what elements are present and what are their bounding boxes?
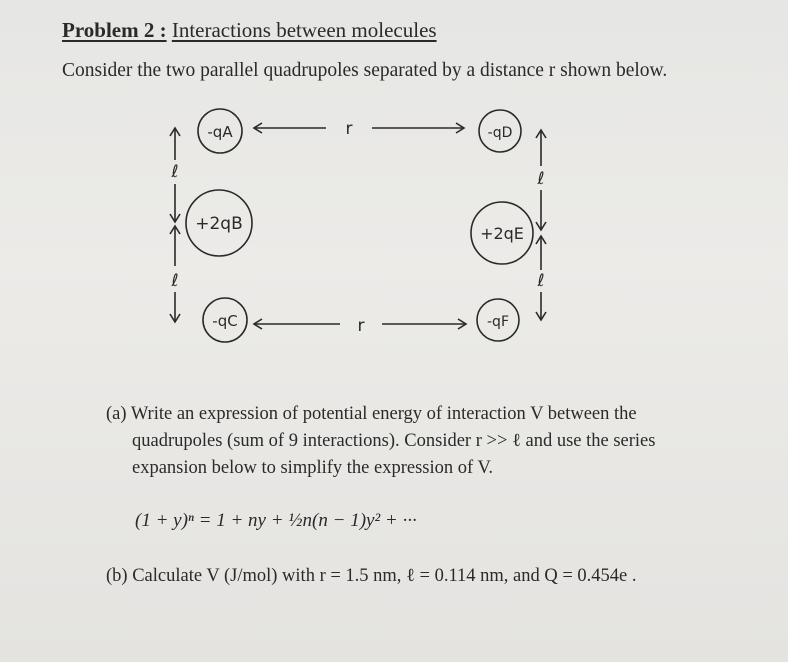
r-label-bottom: r	[357, 316, 365, 336]
charge-label-b: +2qB	[195, 214, 243, 234]
charge-label-e: +2qE	[480, 224, 524, 243]
part-a-line-2: quadrupoles (sum of 9 interactions). Consider r >> ℓ and use the series	[132, 431, 656, 451]
part-a-line-3: expansion below to simplify the expression of V.	[132, 458, 494, 478]
l-label-left-bottom: ℓ	[171, 271, 179, 291]
problem-topic: Interactions between molecules	[171, 18, 437, 42]
charge-label-f: -qF	[487, 314, 509, 330]
part-a	[106, 401, 655, 482]
l-label-left-top: ℓ	[171, 162, 179, 182]
l-label-right-top: ℓ	[537, 169, 545, 189]
series-expansion: (1 + y)ⁿ = 1 + ny + ½n(n − 1)y² + ···	[135, 510, 417, 531]
part-a-line-1: (a) Write an expression of potential energy of interaction V between the	[106, 404, 637, 424]
charge-label-a: -qA	[207, 123, 233, 141]
charge-label-d: -qD	[487, 125, 513, 141]
charge-label-c: -qC	[212, 312, 238, 330]
problem-number: Problem 2 :	[62, 18, 167, 42]
part-b: (b) Calculate V (J/mol) with r = 1.5 nm, ℓ = 0.114 nm, and Q = 0.454e .	[106, 566, 637, 586]
r-label-top: r	[345, 119, 353, 139]
l-label-right-bottom: ℓ	[537, 271, 545, 291]
intro-text: Consider the two parallel quadrupoles separated by a distance r shown below.	[62, 60, 668, 81]
